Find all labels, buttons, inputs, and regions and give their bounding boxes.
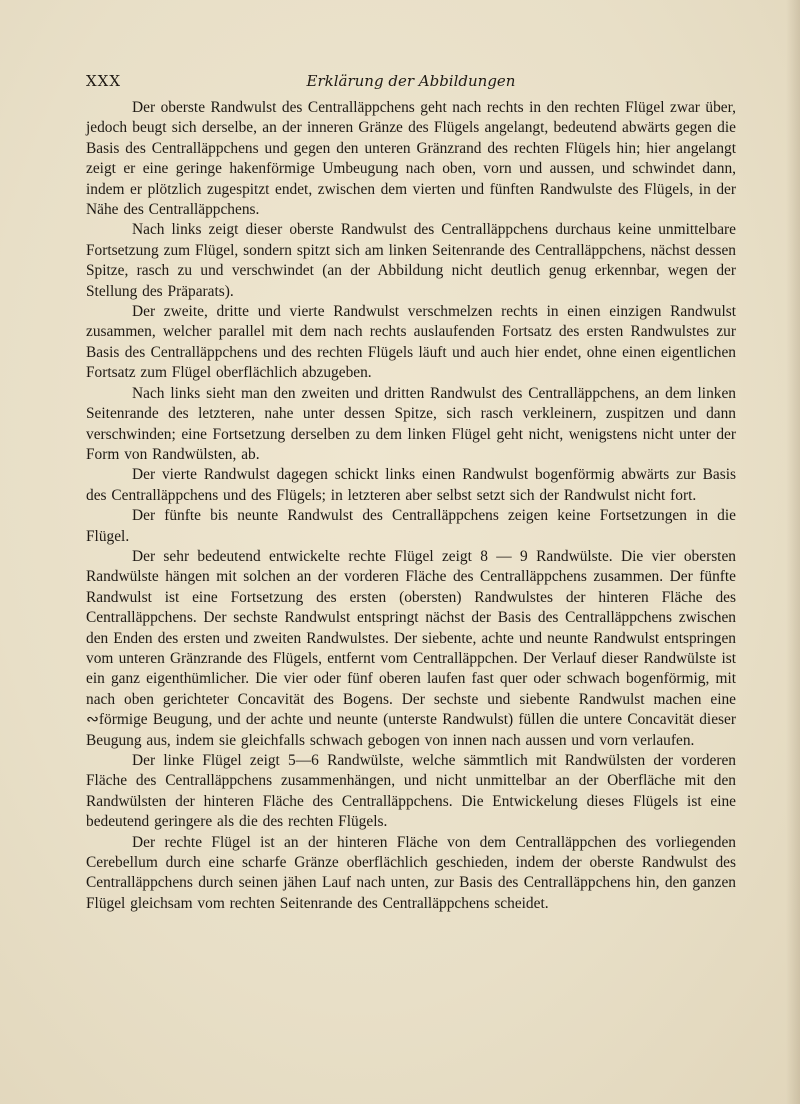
running-head (86, 72, 736, 94)
body-text (86, 98, 736, 914)
paragraph-7: Der sehr bedeutend entwickelte rechte Flügel zeigt 8 — 9 Randwülste. Die vier obersten Randwülste hängen mit solchen an der vorderen Fläche des Centralläppchens zusammen. Der fünfte Randwulst ist eine Fortsetzung des ersten (obersten) Randwulstes der hinteren Fläche des Centralläppchens. Der sechste Randwulst entspringt nächst der Basis des Centralläppchens zwischen den Enden des ersten und zweiten Randwulstes. Der siebente, achte und neunte Randwulst entspringen vom unteren Gränzrande des Flügels, entfernt vom Centralläppchen. Der Verlauf dieser Randwülste ist ein ganz eigenthümlicher. Die vier oder fünf oberen laufen fast quer oder schwach bogenförmig, mit nach oben gerichteter Concavität des Bogens. Der sechste und siebente Randwulst machen eine ∾förmige Beugung, und der achte und neunte (unterste Randwulst) füllen die untere Concavität dieser Beugung aus, indem sie gleichfalls schwach gebogen von innen nach aussen und vorn verlaufen. (86, 547, 736, 749)
paragraph-6: Der fünfte bis neunte Randwulst des Centralläppchens zeigen keine Fortsetzungen in die Flügel. (86, 507, 736, 545)
paragraph-3: Der zweite, dritte und vierte Randwulst verschmelzen rechts in einen einzigen Randwulst zusammen, welcher parallel mit dem nach rechts auslaufenden Fortsatz des ersten Randwulstes zur Basis des Centralläppchens und des rechten Flügels läuft und auch hier endet, ohne einen eigentlichen Fortsatz zum Flügel oberflächlich abzugeben. (86, 303, 736, 382)
page-edge-shadow (786, 0, 800, 1104)
paragraph-1: Der oberste Randwulst des Centralläppchens geht nach rechts in den rechten Flügel zwar über, jedoch beugt sich derselbe, an der inneren Gränze des Flügels angelangt, bedeutend abwärts gegen die Basis des Centralläppchens und gegen den unteren Gränzrand des rechten Flügels hin; hier angelangt zeigt er eine geringe hakenförmige Umbeugung nach oben, vorn und aussen, und schwindet dann, indem er plötzlich zugespitzt endet, zwischen dem vierten und fünften Randwulste des Flügels, in der Nähe des Centralläppchens. (86, 99, 736, 219)
running-title: Erklärung der Abbildungen (306, 72, 516, 90)
paragraph-4: Nach links sieht man den zweiten und dritten Randwulst des Centralläppchens, an dem linken Seitenrande des letzteren, nahe unter dessen Spitze, sich rasch verkleinern, zuspitzen und dann verschwinden; eine Fortsetzung derselben zu dem linken Flügel geht nicht, wenigstens nicht unter der Form von Randwülsten, ab. (86, 384, 736, 463)
paragraph-2: Nach links zeigt dieser oberste Randwulst des Centralläppchens durchaus keine unmittelbare Fortsetzung zum Flügel, sondern spitzt sich am linken Seitenrande des Centralläppchens, nächst dessen Spitze, rasch zu und verschwindet (an der Abbildung nicht deutlich genug erkennbar, wegen der Stellung des Präparats). (86, 221, 736, 300)
paragraph-9: Der rechte Flügel ist an der hinteren Fläche von dem Centralläppchen des vorliegenden Cerebellum durch eine scharfe Gränze oberflächlich geschieden, indem der oberste Randwulst des Centralläppchens durch seinen jähen Lauf nach unten, zur Basis des Centralläppchens hin, den ganzen Flügel gleichsam vom rechten Seitenrande des Centralläppchens scheidet. (86, 833, 736, 912)
paragraph-8: Der linke Flügel zeigt 5—6 Randwülste, welche sämmtlich mit Randwülsten der vorderen Fläche des Centralläppchens zusammenhängen, und nicht unmittelbar an der Oberfläche mit den Randwülsten der hinteren Fläche des Centralläppchens. Die Entwickelung dieses Flügels ist eine bedeutend geringere als die des rechten Flügels. (86, 752, 736, 831)
paragraph-5: Der vierte Randwulst dagegen schickt links einen Randwulst bogenförmig abwärts zur Basis des Centralläppchens und des Flügels; in letzteren aber selbst setzt sich der Randwulst nicht fort. (86, 466, 736, 504)
page-number: XXX (86, 72, 122, 90)
